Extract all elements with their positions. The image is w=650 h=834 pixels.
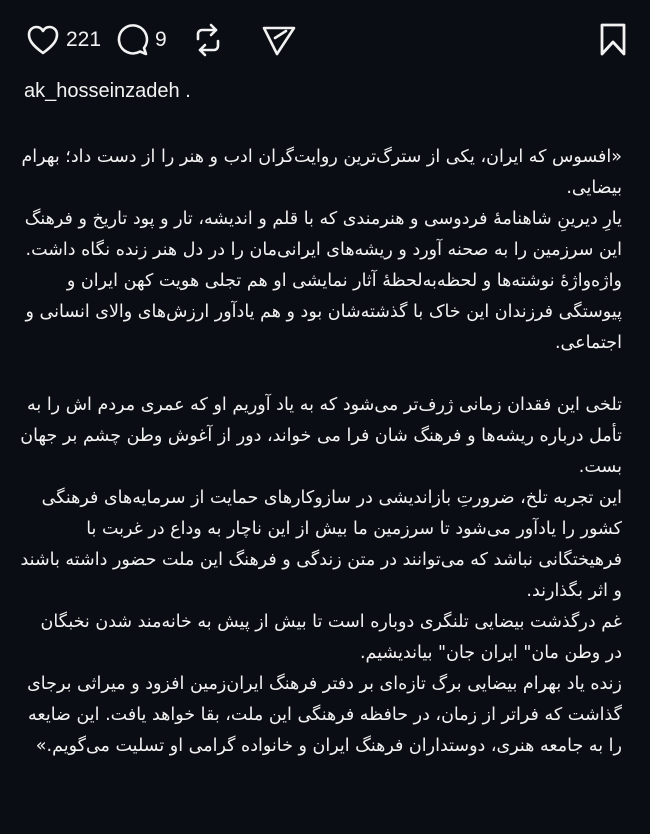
share-button[interactable] bbox=[261, 23, 297, 57]
post-caption bbox=[20, 142, 622, 762]
post-username[interactable]: ak_hosseinzadeh . bbox=[24, 80, 191, 102]
caption-paragraph: تلخی این فقدان زمانی ژرف‌تر می‌شود که به یاد آوریم او که عمری مردم اش را به تأمل درباره ریشه‌ها و فرهنگ شان فرا می خواند، دور از آغوش وطن چشم بر جهان بست. bbox=[20, 395, 622, 477]
bookmark-icon bbox=[598, 22, 628, 58]
paragraph-gap bbox=[20, 359, 622, 390]
save-button[interactable] bbox=[598, 22, 628, 58]
repost-button[interactable] bbox=[193, 22, 223, 58]
comment-count: 9 bbox=[155, 28, 167, 51]
caption-paragraph: یارِ دیرینِ شاهنامهٔ فردوسی و هنرمندی که با قلم و اندیشه، تار و پود تاریخ و فرهنگ این سرزمین را به صحنه آورد و ریشه‌های ایرانی‌مان را در دل هنر زنده نگاه داشت. bbox=[24, 209, 622, 260]
caption-paragraph: زنده یاد بهرام بیضایی برگ تازه‌ای بر دفتر فرهنگ ایران‌زمین افزود و میراثی برجای گذاشت که فراتر از زمان، در حافظه فرهنگی این ملت، بقا خواهد یافت. این ضایعه را به جامعه هنری، دوستداران فرهنگ ایران و خانواده گرامی او تسلیت می‌گویم.» bbox=[27, 674, 622, 756]
speech-bubble-icon bbox=[115, 22, 149, 58]
like-count: 221 bbox=[66, 28, 102, 51]
repost-arrows-icon bbox=[193, 22, 223, 58]
post-actions-bar bbox=[26, 18, 628, 62]
caption-paragraph: واژه‌واژهٔ نوشته‌ها و لحظه‌به‌لحظهٔ آثار نمایشی او هم تجلی هویت کهن ایران و پیوستگی فرزندان این خاک با گذشته‌شان بود و هم یادآور ارزش‌های والای انسانی و اجتماعی. bbox=[25, 271, 622, 353]
heart-outline-icon bbox=[26, 24, 60, 56]
comment-button[interactable] bbox=[115, 22, 167, 58]
caption-paragraph: «افسوس که ایران، یکی از سترگ‌ترین روایت‌گران ادب و هنر را از دست داد؛ بهرام بیضایی. bbox=[21, 147, 622, 198]
caption-paragraph: این تجربه تلخ، ضرورتِ بازاندیشی در سازوکارهای حمایت از سرمایه‌های فرهنگی کشور را یادآور می‌شود تا سرزمین ما بیش از این ناچار به وداع در غربت با فرهیختگانی نباشد که می‌توانند در متن زندگی و فرهنگ این ملت حضور داشته باشند و اثر بگذارند. bbox=[20, 488, 622, 601]
like-button[interactable] bbox=[26, 24, 101, 56]
paper-plane-icon bbox=[261, 23, 297, 57]
caption-paragraph: غم درگذشت بیضایی تلنگری دوباره است تا بیش از پیش به خانه‌مند شدن نخبگان در وطن مان" ایران جان" بیاندیشیم. bbox=[40, 612, 622, 663]
